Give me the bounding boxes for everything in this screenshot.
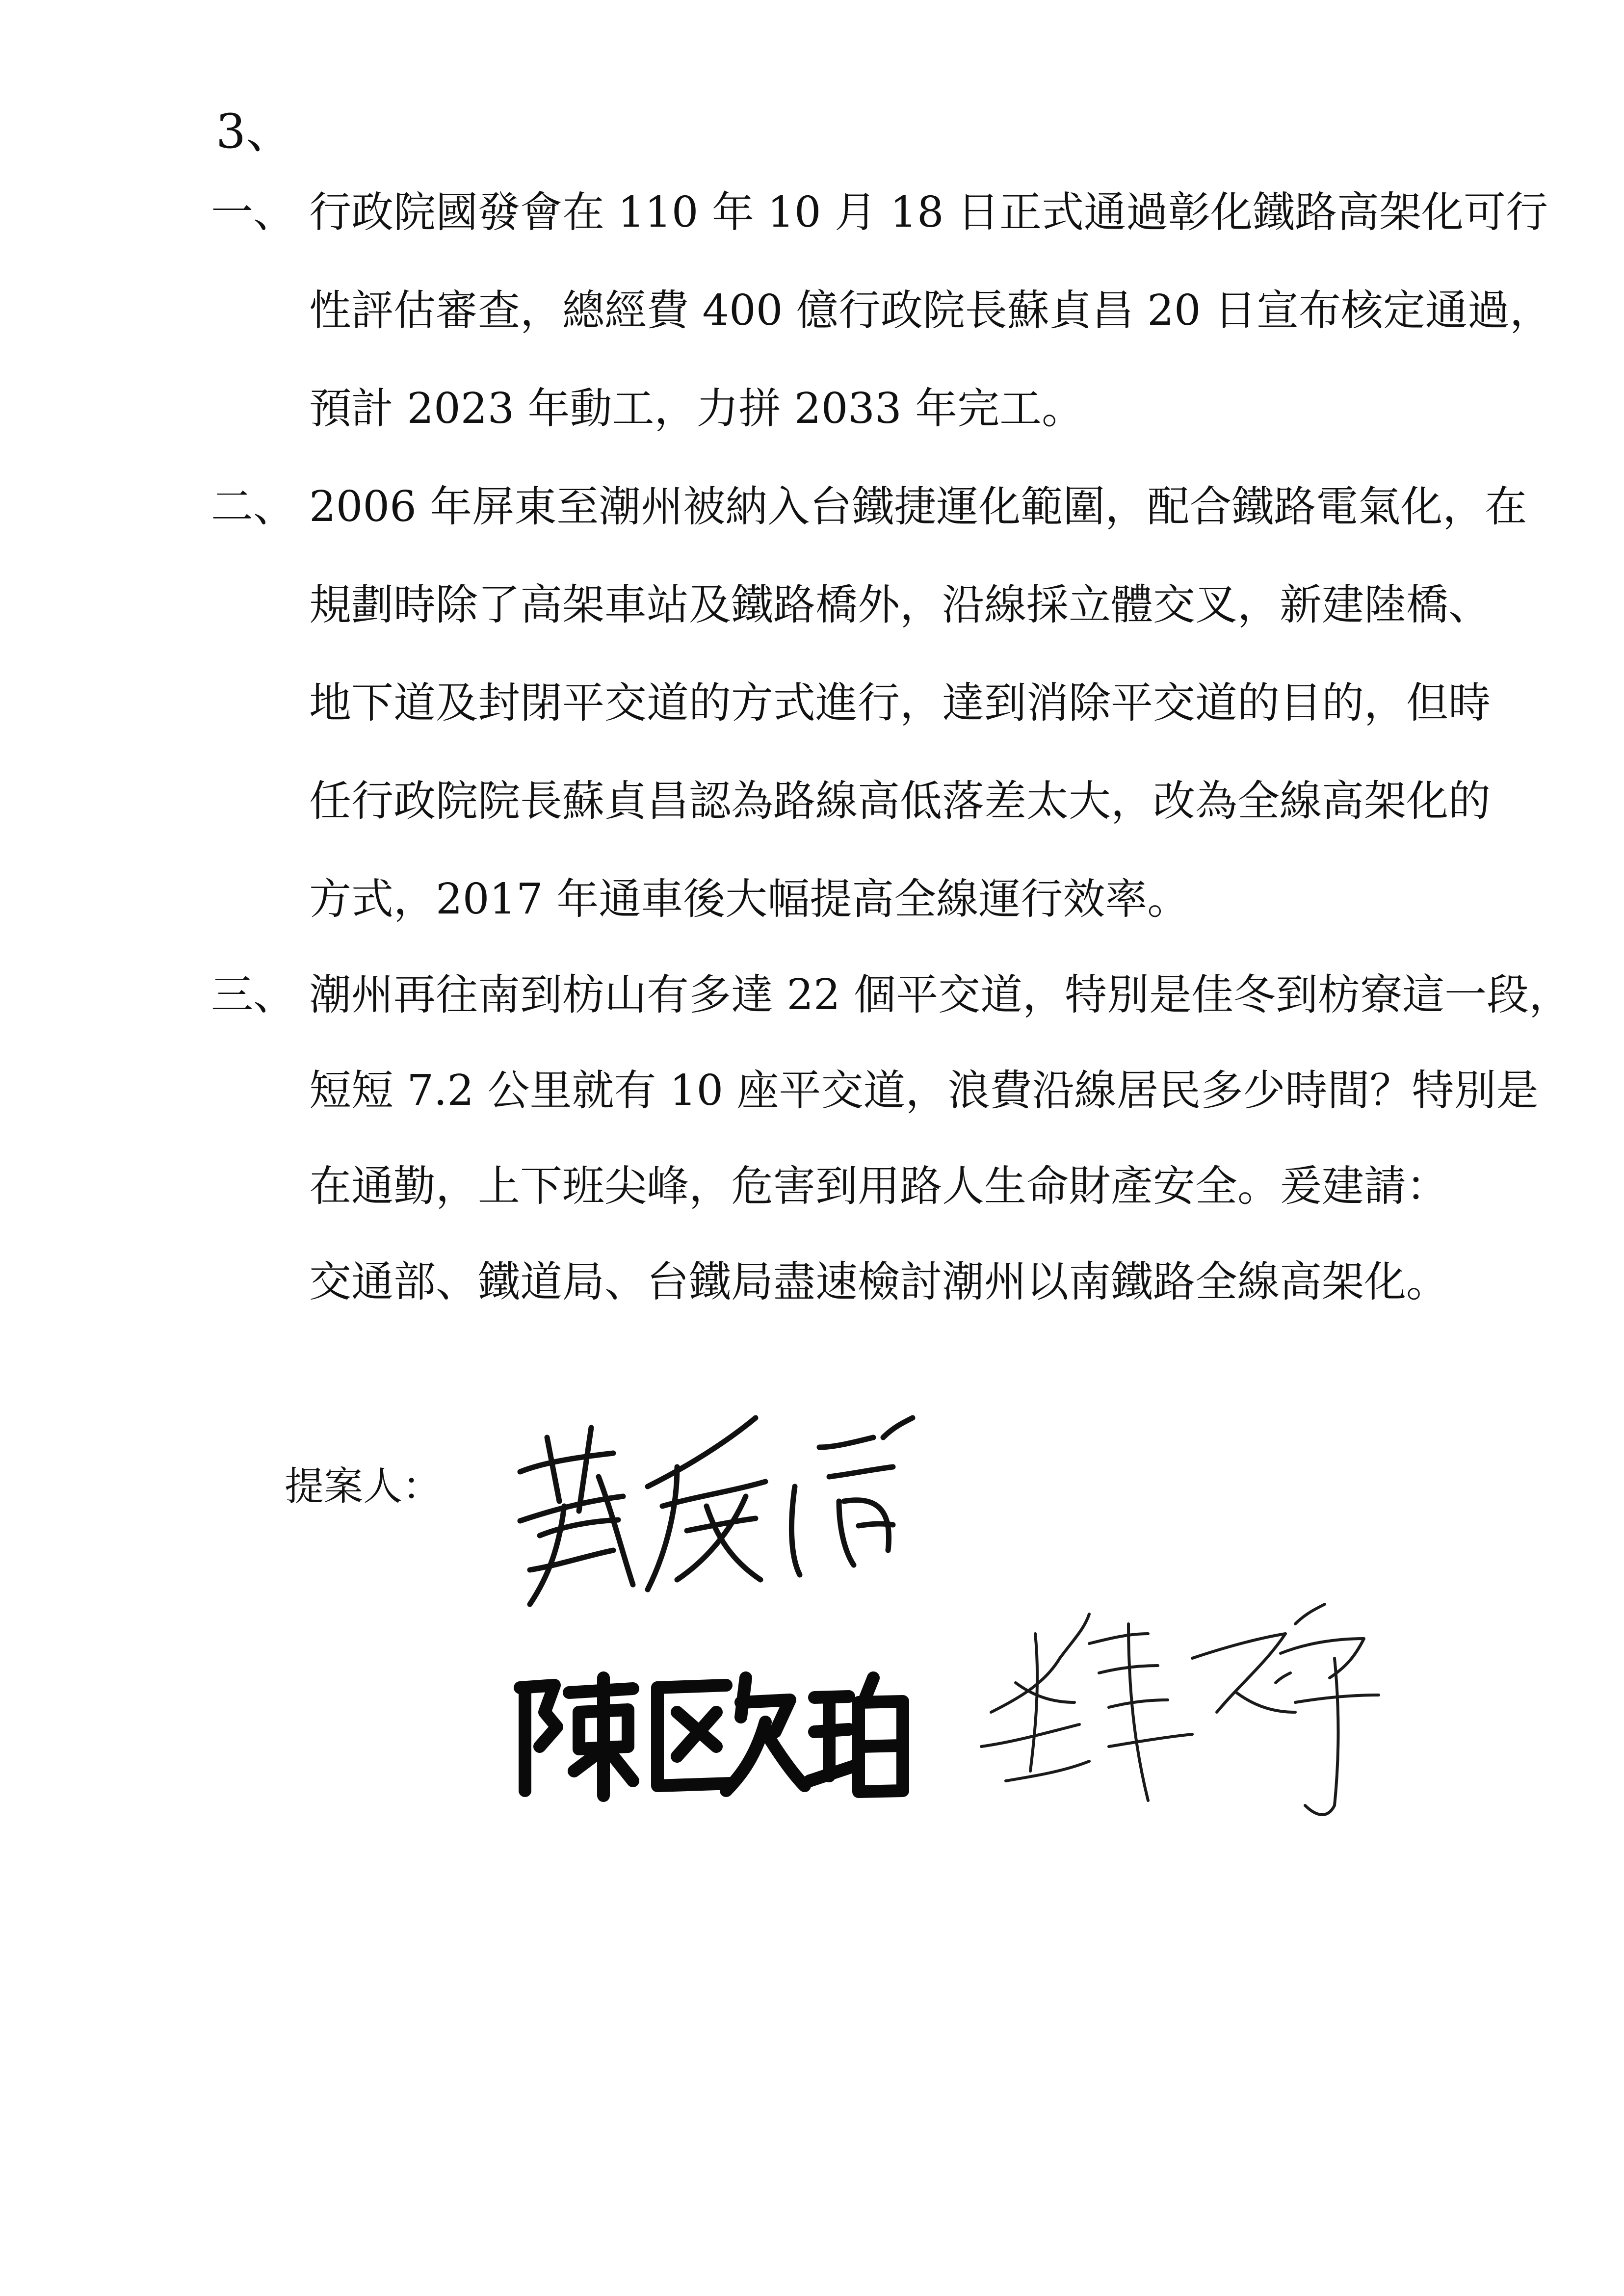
item-text-line: 方式，2017 年通車後大幅提高全線運行效率。 [309,875,1190,924]
signature-2 [510,1658,913,1805]
page-number: 3、 [216,104,293,159]
item-text-line: 規劃時除了高架車站及鐵路橋外，沿線採立體交叉，新建陸橋、 [309,580,1491,629]
proposer-label: 提案人： [285,1463,442,1509]
item-text-line: 預計 2023 年動工，力拼 2033 年完工。 [309,384,1084,433]
signature-3 [962,1585,1384,1840]
item-number: 一、 [211,188,295,237]
item-text-line: 行政院國發會在 110 年 10 月 18 日正式通過彰化鐵路高架化可行 [309,188,1548,237]
signature-1 [500,1408,942,1614]
item-number: 二、 [211,482,295,531]
item-text-line: 潮州再往南到枋山有多達 22 個平交道，特別是佳冬到枋寮這一段， [309,970,1572,1019]
item-text-line: 性評估審查，總經費 400 億行政院長蘇貞昌 20 日宣布核定通過， [309,286,1552,335]
item-text-line: 2006 年屏東至潮州被納入台鐵捷運化範圍，配合鐵路電氣化，在 [309,482,1527,531]
item-text-line: 地下道及封閉平交道的方式進行，達到消除平交道的目的，但時 [309,678,1491,728]
item-text-line: 短短 7.2 公里就有 10 座平交道，浪費沿線居民多少時間？特別是 [309,1066,1539,1115]
item-text-line: 在通勤，上下班尖峰，危害到用路人生命財產安全。爰建請： [309,1162,1448,1211]
item-number: 三、 [211,970,295,1019]
item-text-line: 交通部、鐵道局、台鐵局盡速檢討潮州以南鐵路全線高架化。 [309,1257,1448,1306]
item-text-line: 任行政院院長蘇貞昌認為路線高低落差太大，改為全線高架化的 [309,777,1491,826]
